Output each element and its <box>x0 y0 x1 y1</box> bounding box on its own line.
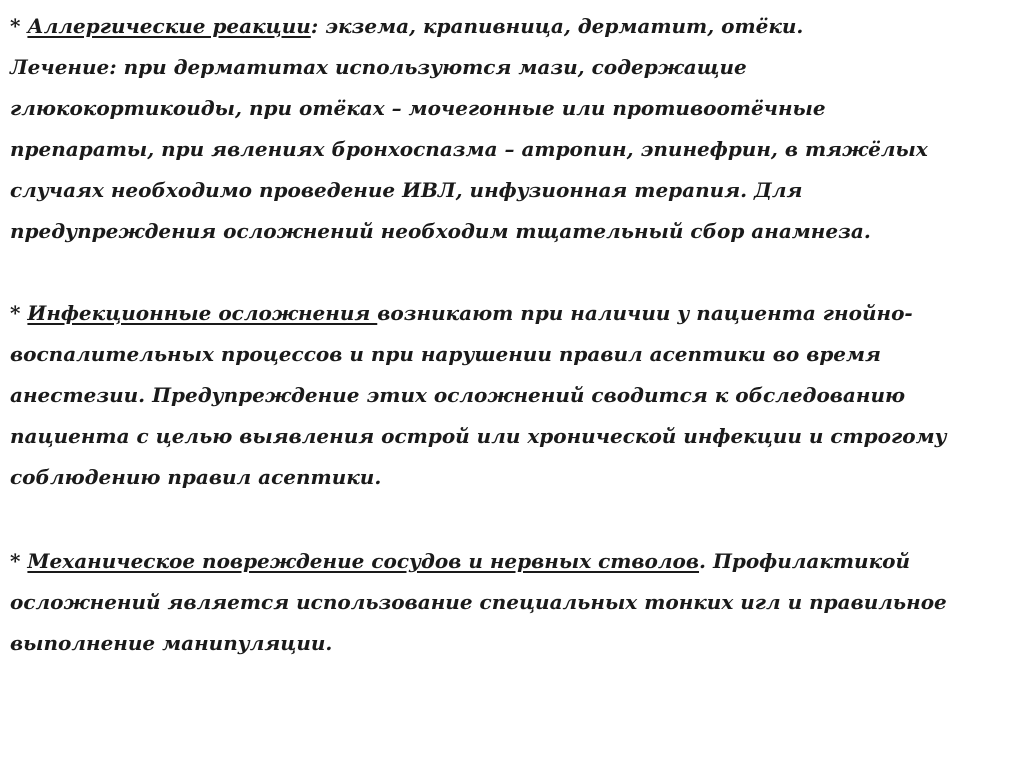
text-line: воспалительных процессов и при нарушении правил асептики во время <box>10 342 881 366</box>
text-line: предупреждения осложнений необходим тщательный сбор анамнеза. <box>10 219 871 243</box>
heading-continuation: . Профилактикой <box>699 549 910 573</box>
heading-continuation: : экзема, крапивница, дерматит, отёки. <box>310 14 804 38</box>
paragraph-first-line <box>10 6 1010 47</box>
section-heading-allergic: Аллергические реакции <box>27 14 311 38</box>
text-line: препараты, при явлениях бронхоспазма – атропин, эпинефрин, в тяжёлых <box>10 137 928 161</box>
text-line: выполнение манипуляции. <box>10 631 333 655</box>
text-line: осложнений является использование специальных тонких игл и правильное <box>10 590 947 614</box>
paragraph-mechanical-damage <box>10 541 1010 664</box>
paragraph-allergic-reactions <box>10 6 1010 252</box>
paragraph-first-line <box>10 293 1010 334</box>
heading-continuation: возникают при наличии у пациента гнойно- <box>377 301 913 325</box>
paragraph-infectious-complications <box>10 293 1010 498</box>
text-line: соблюдению правил асептики. <box>10 465 382 489</box>
paragraph-first-line <box>10 541 1010 582</box>
section-heading-mechanical: Механическое повреждение сосудов и нервных стволов <box>27 549 700 573</box>
bullet-asterisk: * <box>10 14 28 38</box>
section-heading-infectious: Инфекционные осложнения <box>27 301 378 325</box>
text-line: случаях необходимо проведение ИВЛ, инфузионная терапия. Для <box>10 178 803 202</box>
bullet-asterisk: * <box>10 549 28 573</box>
text-line: глюкокортикоиды, при отёках – мочегонные или противоотёчные <box>10 96 826 120</box>
text-line: анестезии. Предупреждение этих осложнений сводится к обследованию <box>10 383 906 407</box>
text-line: Лечение: при дерматитах используются мази, содержащие <box>10 55 747 79</box>
text-line: пациента с целью выявления острой или хронической инфекции и строгому <box>10 424 947 448</box>
bullet-asterisk: * <box>10 301 28 325</box>
